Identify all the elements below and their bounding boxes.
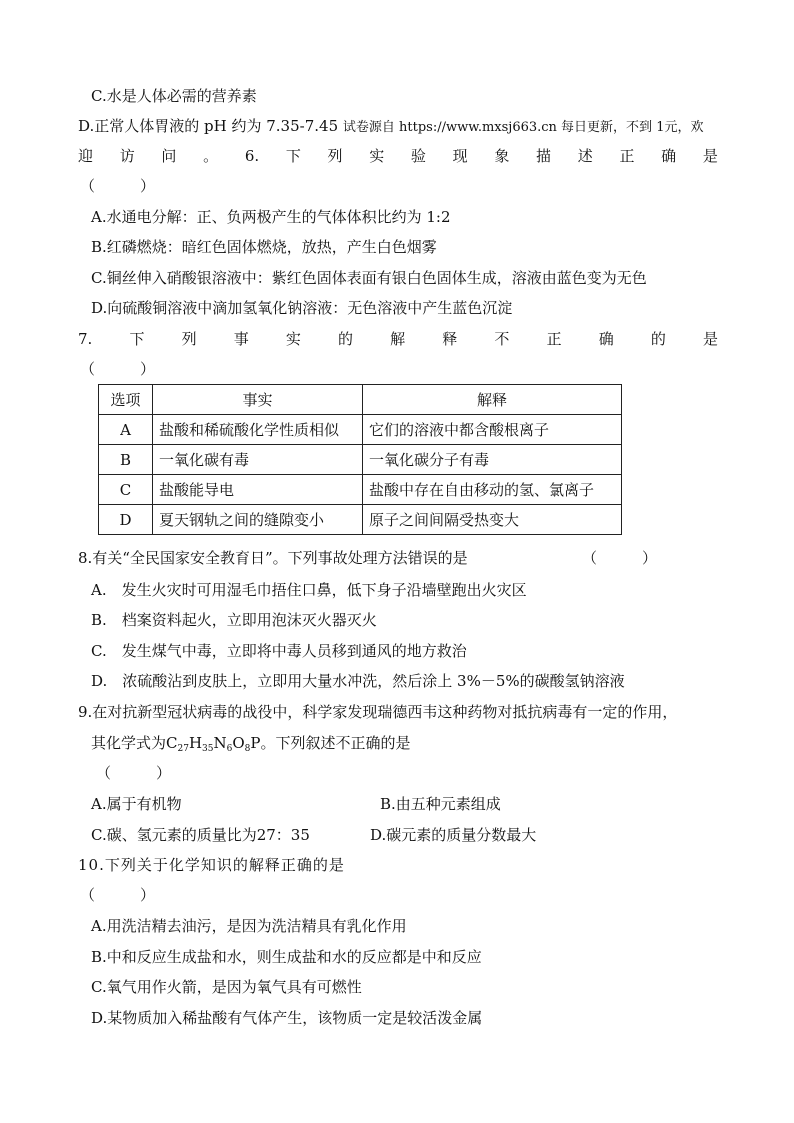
q7-char: 实 <box>285 330 301 348</box>
cell-option: D <box>99 505 153 535</box>
q6-stem-line <box>78 146 718 166</box>
q6-answer-blank: （ ） <box>80 177 156 195</box>
cell-option: A <box>99 415 153 445</box>
q9-stem-text: 其化学式为C <box>91 734 178 752</box>
q8-stem: 8.有关“全民国家安全教育日”。下列事故处理方法错误的是 <box>78 549 468 567</box>
q9-option-d: D.碳元素的质量分数最大 <box>370 826 537 844</box>
q10-answer-blank: （ ） <box>80 886 156 904</box>
q6-char: 述 <box>577 147 593 165</box>
q9-stem-line1: 9.在对抗新型冠状病毒的战役中，科学家发现瑞德西韦这种药物对抵抗病毒有一定的作用， <box>78 703 678 721</box>
q6-char: 下 <box>285 147 301 165</box>
table-row <box>99 445 622 475</box>
q7-answer-blank: （ ） <box>80 360 156 378</box>
formula-element: O <box>232 734 245 752</box>
q8-option-a: A. 发生火灾时可用湿毛巾捂住口鼻，低下身子沿墙壁跑出火灾区 <box>91 581 527 599</box>
q6-char: 确 <box>661 147 677 165</box>
q5-option-c: C.水是人体必需的营养素 <box>91 87 257 105</box>
formula-subscript: 35 <box>202 744 214 754</box>
q6-char: 列 <box>327 147 343 165</box>
q6-char: 描 <box>536 147 552 165</box>
q5-option-d <box>78 116 718 138</box>
q5-char: 。 <box>203 147 219 165</box>
q7-table <box>98 384 622 535</box>
formula-element: N <box>213 734 227 752</box>
table-row <box>99 475 622 505</box>
table-row <box>99 505 622 535</box>
q8-option-d: D. 浓硫酸沾到皮肤上，立即用大量水冲洗，然后涂上 3%－5%的碳酸氢钠溶液 <box>91 672 625 690</box>
q6-option-c: C.铜丝伸入硝酸银溶液中：紫红色固体表面有银白色固体生成，溶液由蓝色变为无色 <box>91 269 647 287</box>
q7-char: 的 <box>338 330 354 348</box>
q9-stem-text: P。下列叙述不正确的是 <box>250 734 411 752</box>
cell-explanation: 它们的溶液中都含酸根离子 <box>363 415 622 445</box>
cell-explanation: 原子之间间隔受热变大 <box>363 505 622 535</box>
q7-char: 确 <box>598 330 614 348</box>
table-header-row <box>99 385 622 415</box>
q9-option-c: C.碳、氢元素的质量比为27：35 <box>91 826 310 844</box>
q6-option-d: D.向硫酸铜溶液中滴加氢氧化钠溶液：无色溶液中产生蓝色沉淀 <box>91 299 513 317</box>
q6-char: 验 <box>410 147 426 165</box>
q7-char: 列 <box>181 330 197 348</box>
q9-answer-blank: （ ） <box>96 764 172 782</box>
q6-char: 象 <box>494 147 510 165</box>
q6-char: 是 <box>702 147 718 165</box>
q7-char: 不 <box>494 330 510 348</box>
formula-subscript: 8 <box>244 744 251 754</box>
q7-char: 的 <box>650 330 666 348</box>
q9-option-a: A.属于有机物 <box>91 795 182 813</box>
q7-char: 释 <box>442 330 458 348</box>
cell-option: B <box>99 445 153 475</box>
q10-option-c: C.氧气用作火箭，是因为氧气具有可燃性 <box>91 978 362 996</box>
q7-char: 下 <box>129 330 145 348</box>
formula-subscript: 6 <box>226 744 233 754</box>
q5-option-d-source: 试卷源自 https://www.mxsj663.cn 每日更新，不到 1元，欢 <box>342 120 704 135</box>
cell-explanation: 一氧化碳分子有毒 <box>363 445 622 475</box>
q5-char: 问 <box>161 147 177 165</box>
formula-subscript: 27 <box>177 744 189 754</box>
q6-option-b: B.红磷燃烧：暗红色固体燃烧，放热，产生白色烟雾 <box>91 238 437 256</box>
cell-explanation: 盐酸中存在自由移动的氢、氯离子 <box>363 475 622 505</box>
q6-char: 现 <box>452 147 468 165</box>
q9-option-b: B.由五种元素组成 <box>380 795 501 813</box>
cell-fact: 盐酸能导电 <box>153 475 363 505</box>
formula-element: H <box>188 734 203 752</box>
cell-fact: 夏天钢轨之间的缝隙变小 <box>153 505 363 535</box>
header-explanation: 解释 <box>363 385 622 415</box>
q7-stem-line <box>78 329 718 349</box>
header-fact: 事实 <box>153 385 363 415</box>
header-option: 选项 <box>99 385 153 415</box>
cell-option: C <box>99 475 153 505</box>
q6-number: 6. <box>244 147 260 165</box>
q7-char: 7. <box>78 330 93 348</box>
q10-option-a: A.用洗洁精去油污，是因为洗洁精具有乳化作用 <box>91 917 407 935</box>
q5-char: 迎 <box>78 147 94 165</box>
q10-option-d: D.某物质加入稀盐酸有气体产生，该物质一定是较活泼金属 <box>91 1009 483 1027</box>
q5-char: 访 <box>119 147 135 165</box>
q8-option-c: C. 发生煤气中毒，立即将中毒人员移到通风的地方救治 <box>91 642 467 660</box>
cell-fact: 一氧化碳有毒 <box>153 445 363 475</box>
q10-stem: 10.下列关于化学知识的解释正确的是 <box>78 856 345 874</box>
q7-char: 事 <box>233 330 249 348</box>
cell-fact: 盐酸和稀硫酸化学性质相似 <box>153 415 363 445</box>
q6-char: 实 <box>369 147 385 165</box>
q9-stem-line2 <box>91 733 411 759</box>
q6-option-a: A.水通电分解：正、负两极产生的气体体积比约为 1:2 <box>91 208 451 226</box>
q6-char: 正 <box>619 147 635 165</box>
q7-char: 是 <box>702 330 718 348</box>
q8-answer-blank: （ ） <box>582 549 658 567</box>
q10-option-b: B.中和反应生成盐和水，则生成盐和水的反应都是中和反应 <box>91 948 482 966</box>
q8-option-b: B. 档案资料起火，立即用泡沫灭火器灭火 <box>91 611 377 629</box>
q5-option-d-text: D.正常人体胃液的 pH 约为 7.35-7.45 <box>78 117 339 135</box>
q7-char: 解 <box>390 330 406 348</box>
table-row <box>99 415 622 445</box>
q7-char: 正 <box>546 330 562 348</box>
